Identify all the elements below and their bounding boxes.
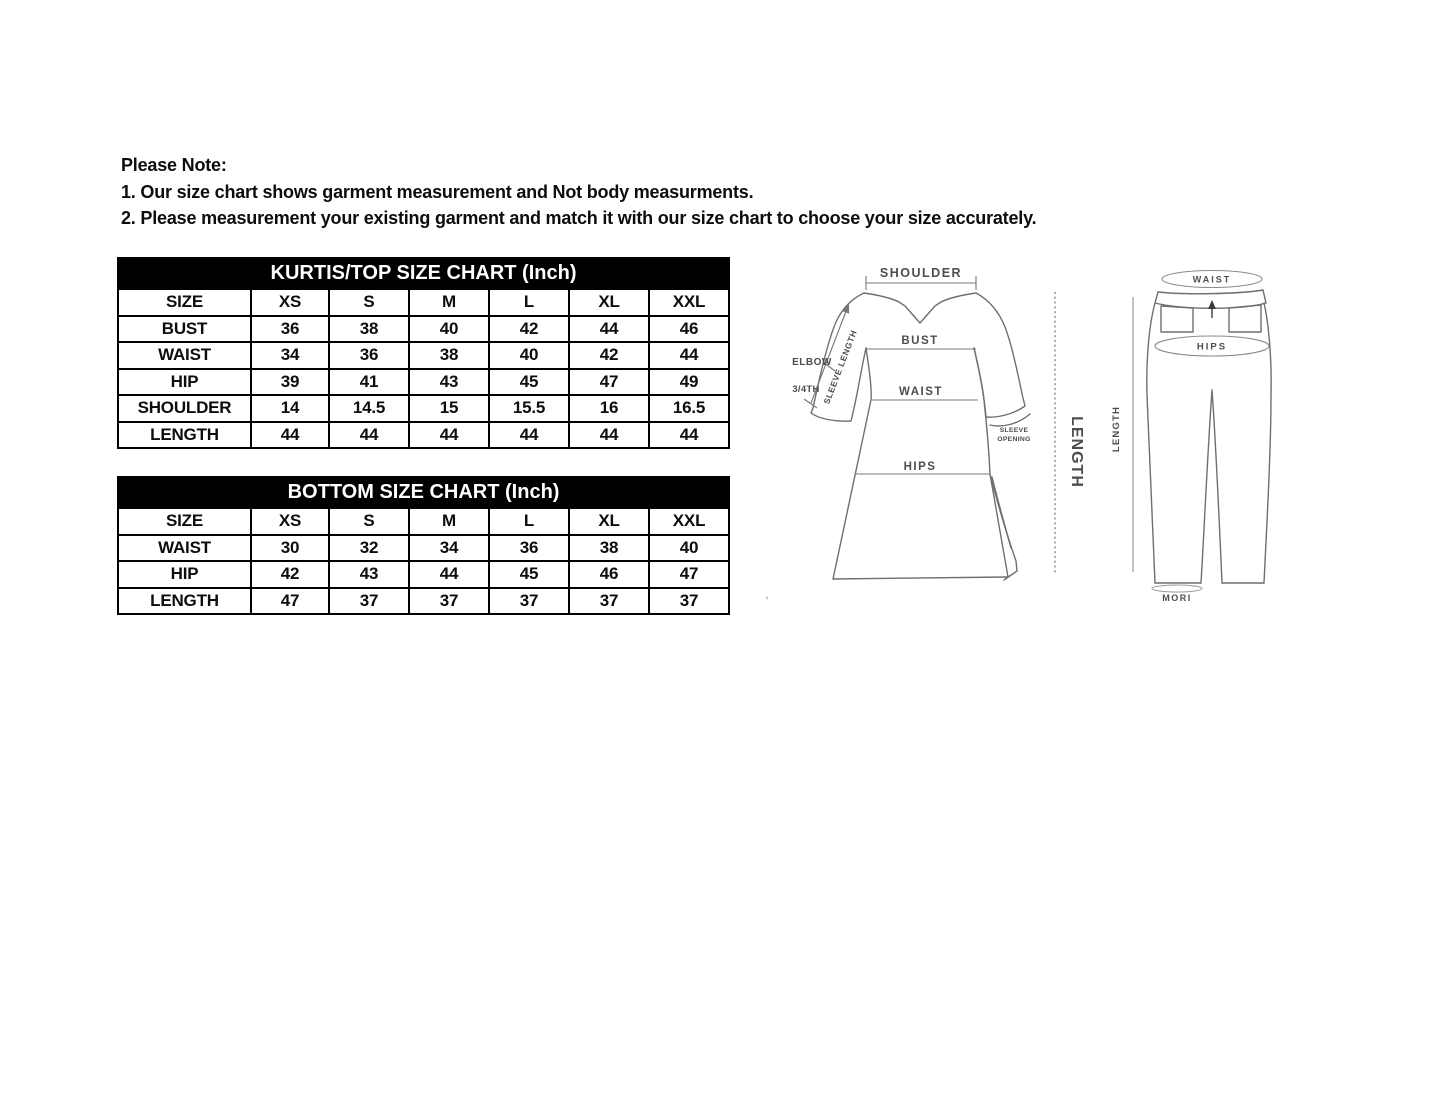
table-row-length [118,588,729,615]
kurti-length-label: LENGTH [1068,416,1085,488]
cell: 37 [409,588,489,615]
note-line-1: 1. Our size chart shows garment measurement and Not body measurments. [121,181,754,202]
notes-block [121,152,1036,232]
col-header: M [409,289,489,316]
kurti-hips-label: HIPS [903,461,937,473]
cell: 32 [329,535,409,562]
cell: 39 [251,369,329,396]
cell: 41 [329,369,409,396]
row-label: LENGTH [118,422,251,449]
cell: 40 [649,535,729,562]
table-row-waist [118,535,729,562]
sleeve-length-label: SLEEVE LENGTH [821,328,859,406]
cell: 30 [251,535,329,562]
cell: 36 [329,342,409,369]
row-label: LENGTH [118,588,251,615]
sleeve-opening-label-2: OPENING [997,436,1031,443]
cell: 43 [329,561,409,588]
row-label: HIP [118,369,251,396]
cell: 44 [649,342,729,369]
kurti-neckline [864,293,976,323]
cell: 47 [649,561,729,588]
table-row-waist [118,342,729,369]
fly-arrow-head [1208,300,1216,309]
kurti-bust-label: BUST [901,335,939,347]
cell: 38 [569,535,649,562]
cell: 15.5 [489,395,569,422]
cell: 44 [409,561,489,588]
table-row-length [118,422,729,449]
table-row-hip [118,369,729,396]
col-header: XL [569,508,649,535]
cell: 37 [569,588,649,615]
row-label: WAIST [118,342,251,369]
bottom-size-chart [117,476,730,615]
cell: 43 [409,369,489,396]
pants-length-label: LENGTH [1111,405,1122,453]
cell: 40 [409,316,489,343]
col-header: SIZE [118,289,251,316]
kurti-right-side [974,348,1008,577]
cell: 49 [649,369,729,396]
cell: 36 [251,316,329,343]
cell: 38 [329,316,409,343]
cell: 37 [329,588,409,615]
pants-diagram [1111,271,1271,604]
pants-waist-label: WAIST [1192,274,1232,285]
cell: 15 [409,395,489,422]
row-label: HIP [118,561,251,588]
kurti-diagram [766,266,1085,599]
cell: 42 [569,342,649,369]
cell: 44 [409,422,489,449]
cell: 44 [489,422,569,449]
kurti-back-slit-panel [990,474,1017,580]
cell: 44 [569,316,649,343]
cell: 37 [489,588,569,615]
cell: 45 [489,369,569,396]
size-guide-diagrams [760,250,1320,620]
cell: 42 [251,561,329,588]
col-header: XS [251,289,329,316]
row-label: WAIST [118,535,251,562]
cell: 36 [489,535,569,562]
cell: 37 [649,588,729,615]
top-chart-title: KURTIS/TOP SIZE CHART (Inch) [118,258,729,289]
col-header: S [329,289,409,316]
cell: 47 [251,588,329,615]
col-header: S [329,508,409,535]
cell: 14 [251,395,329,422]
cell: 16.5 [649,395,729,422]
col-header: L [489,289,569,316]
kurti-hem [833,577,1008,579]
scan-artifact-dot [766,597,769,600]
cell: 44 [329,422,409,449]
note-line-2: 2. Please measurement your existing garment and match it with our size chart to choose your size accurately. [121,208,1037,228]
col-header: SIZE [118,508,251,535]
cell: 47 [569,369,649,396]
cell: 34 [251,342,329,369]
table-row-hip [118,561,729,588]
pants-left-outer [1147,303,1155,583]
cell: 44 [649,422,729,449]
top-chart-header-row [118,289,729,316]
bottom-chart-title: BOTTOM SIZE CHART (Inch) [118,477,729,508]
col-header: XXL [649,289,729,316]
pants-right-pocket [1229,305,1261,332]
kurti-right-sleeve [974,293,1025,417]
notes-title: Please Note: [121,155,227,175]
cell: 44 [251,422,329,449]
cell: 14.5 [329,395,409,422]
kurti-waist-label: WAIST [899,386,943,398]
kurti-shoulder-label: SHOULDER [879,266,963,280]
elbow-label: ELBOW [792,357,832,368]
top-size-chart [117,257,730,449]
bottom-chart-header-row [118,508,729,535]
bottom-chart-title-row [118,477,729,508]
cell: 16 [569,395,649,422]
pants-left-pocket [1161,306,1193,332]
cell: 46 [569,561,649,588]
cell: 34 [409,535,489,562]
col-header: XXL [649,508,729,535]
mori-label: MORI [1162,593,1192,603]
top-chart-title-row [118,258,729,289]
mori-ellipse [1152,585,1202,592]
table-row-bust [118,316,729,343]
col-header: L [489,508,569,535]
row-label: BUST [118,316,251,343]
cell: 38 [409,342,489,369]
cell: 40 [489,342,569,369]
table-row-shoulder [118,395,729,422]
cell: 46 [649,316,729,343]
pants-inseam [1201,390,1222,583]
cell: 44 [569,422,649,449]
sleeve-opening-curve [990,414,1030,426]
cell: 42 [489,316,569,343]
cell: 45 [489,561,569,588]
col-header: XL [569,289,649,316]
sleeve-opening-label-1: SLEEVE [999,427,1029,434]
col-header: M [409,508,489,535]
col-header: XS [251,508,329,535]
pants-right-outer [1264,303,1271,583]
three-fourth-label: 3/4TH [792,384,820,395]
row-label: SHOULDER [118,395,251,422]
pants-hips-label: HIPS [1196,341,1228,353]
